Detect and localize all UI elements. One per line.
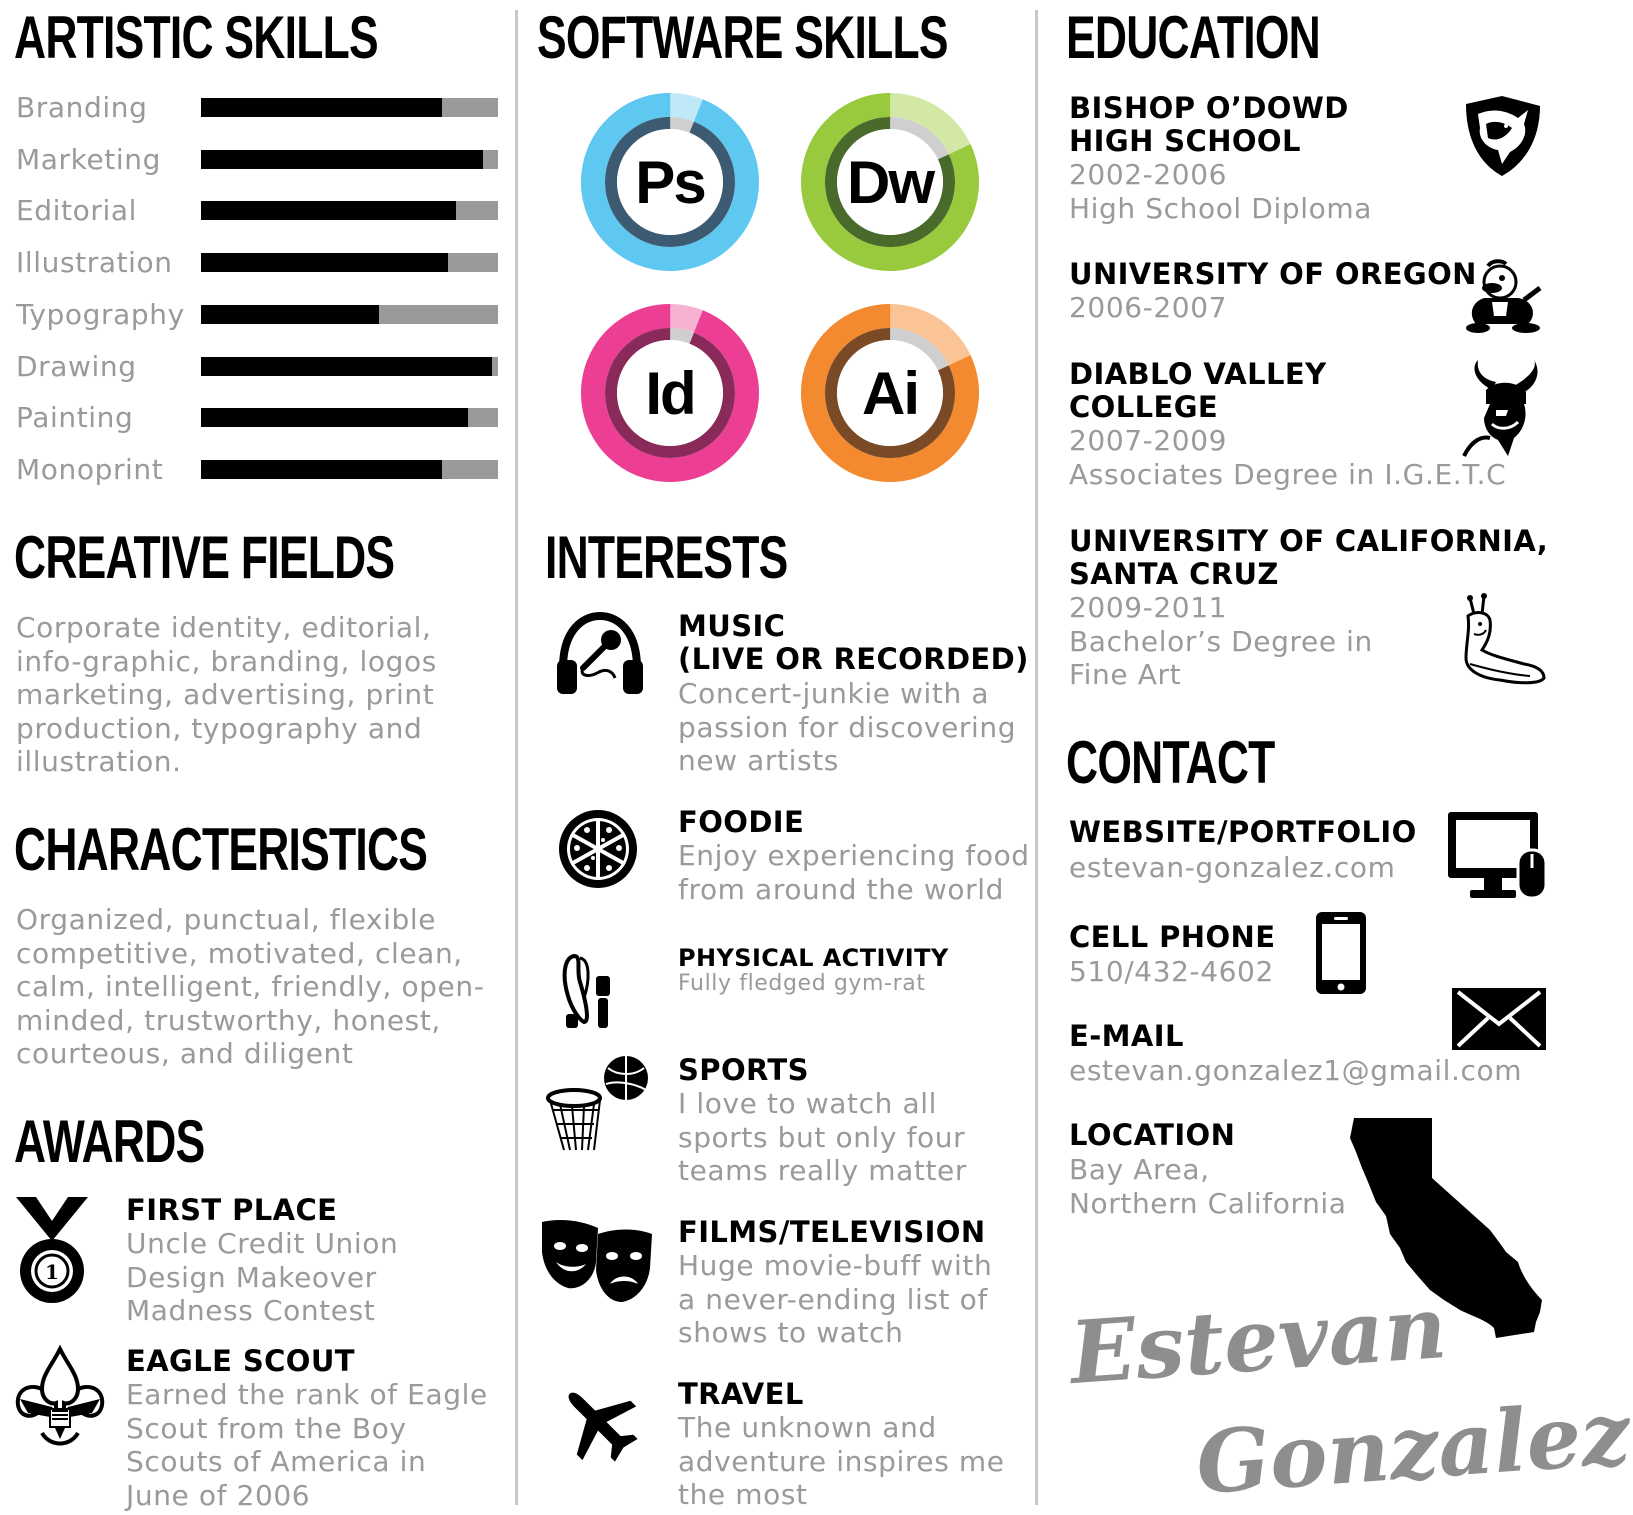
skill-bar-fill <box>201 98 442 117</box>
skill-label: Editorial <box>16 194 137 227</box>
illustrator-skill-circle <box>800 303 980 483</box>
software-label: Ps <box>635 148 705 216</box>
interest-text: The unknown and adventure inspires me the most <box>678 1411 1005 1511</box>
signature-first-name: Estevan <box>1066 1276 1450 1405</box>
svg-text:1: 1 <box>45 1260 59 1284</box>
skill-bar <box>201 305 498 324</box>
skill-bar <box>201 98 498 117</box>
interest-title: PHYSICAL ACTIVITY <box>678 944 949 972</box>
education-text: 2002-2006 High School Diploma <box>1069 158 1372 225</box>
skill-label: Monoprint <box>16 453 164 486</box>
awards-heading: AWARDS <box>14 1108 205 1175</box>
skill-bar <box>201 253 498 272</box>
education-title: UNIVERSITY OF CALIFORNIA, SANTA CRUZ <box>1069 524 1549 591</box>
contact-title: CELL PHONE <box>1069 920 1276 954</box>
interest-text: Concert-junkie with a passion for discovering new artists <box>678 677 1017 777</box>
software-label: Dw <box>847 148 933 216</box>
characteristics-text: Organized, punctual, flexible competitive, motivated, clean, calm, intelligent, friendly, open- minded, trustworthy, honest, courteous, and diligent <box>16 903 485 1070</box>
award-title: EAGLE SCOUT <box>126 1344 355 1378</box>
duck-mascot-icon <box>1462 258 1544 334</box>
education-title: DIABLO VALLEY COLLEGE <box>1069 357 1327 424</box>
education-title: BISHOP O’DOWD HIGH SCHOOL <box>1069 91 1349 158</box>
education-text: 2007-2009 Associates Degree in I.G.E.T.C <box>1069 424 1507 491</box>
software-skills-heading: SOFTWARE SKILLS <box>537 4 948 71</box>
indesign-skill-circle <box>580 303 760 483</box>
artistic-skills-heading: ARTISTIC SKILLS <box>14 4 378 71</box>
skill-row-typography <box>16 295 498 335</box>
skill-row-branding <box>16 88 498 128</box>
skill-label: Marketing <box>16 143 161 176</box>
award-text: Earned the rank of Eagle Scout from the Boy Scouts of America in June of 2006 <box>126 1378 488 1512</box>
skill-row-editorial <box>16 191 498 231</box>
skill-bar-fill <box>201 201 456 220</box>
interest-text: Enjoy experiencing food from around the world <box>678 839 1030 906</box>
creative-fields-text: Corporate identity, editorial, info-graphic, branding, logos marketing, advertising, print production, typography and illustration. <box>16 611 437 778</box>
interest-title: FILMS/TELEVISION <box>678 1215 986 1249</box>
skill-label: Branding <box>16 91 148 124</box>
column-divider-left <box>515 10 518 1505</box>
skill-label: Illustration <box>16 246 173 279</box>
characteristics-heading: CHARACTERISTICS <box>14 816 428 883</box>
contact-text: Bay Area, Northern California <box>1069 1153 1347 1220</box>
interest-text: I love to watch all sports but only four teams really matter <box>678 1087 967 1187</box>
skill-row-painting <box>16 398 498 438</box>
skill-bar <box>201 408 498 427</box>
skill-label: Painting <box>16 401 134 434</box>
skill-label: Typography <box>16 298 185 331</box>
skill-row-illustration <box>16 243 498 283</box>
contact-title: WEBSITE/PORTFOLIO <box>1069 815 1417 849</box>
viking-icon <box>1462 360 1544 460</box>
interest-text: Huge movie-buff with a never-ending list of shows to watch <box>678 1249 993 1349</box>
photoshop-skill-circle <box>580 92 760 272</box>
theater-masks-icon <box>540 1218 654 1304</box>
skill-label: Drawing <box>16 350 137 383</box>
banana-slug-icon <box>1460 594 1548 688</box>
skill-bar-fill <box>201 150 483 169</box>
skill-bar <box>201 357 498 376</box>
medal-icon <box>14 1195 90 1305</box>
award-text: Uncle Credit Union Design Makeover Madness Contest <box>126 1227 399 1327</box>
contact-title: E-MAIL <box>1069 1019 1184 1053</box>
headphones-microphone-icon <box>553 612 647 698</box>
interest-text: Fully fledged gym-rat <box>678 971 926 996</box>
skill-bar <box>201 150 498 169</box>
education-text: 2006-2007 <box>1069 291 1228 324</box>
skill-bar <box>201 460 498 479</box>
award-title: FIRST PLACE <box>126 1193 338 1227</box>
interests-heading: INTERESTS <box>545 524 788 591</box>
dreamweaver-skill-circle <box>800 92 980 272</box>
jump-rope-icon <box>560 948 620 1030</box>
skill-row-drawing <box>16 347 498 387</box>
eagle-scout-icon <box>12 1347 108 1453</box>
skill-bar-fill <box>201 305 379 324</box>
skill-row-monoprint <box>16 450 498 490</box>
envelope-icon <box>1450 986 1548 1052</box>
skill-bar <box>201 201 498 220</box>
software-label: Ai <box>862 359 918 427</box>
education-title: UNIVERSITY OF OREGON <box>1069 257 1477 291</box>
interest-title: FOODIE <box>678 805 805 839</box>
interest-title: MUSIC (LIVE OR RECORDED) <box>678 609 1029 676</box>
pizza-icon <box>557 808 639 890</box>
skill-bar-fill <box>201 408 468 427</box>
contact-heading: CONTACT <box>1066 729 1275 796</box>
contact-title: LOCATION <box>1069 1118 1236 1152</box>
skill-bar-fill <box>201 460 442 479</box>
skill-bar-fill <box>201 253 448 272</box>
column-divider-right <box>1035 10 1038 1505</box>
interest-title: TRAVEL <box>678 1377 804 1411</box>
contact-text: estevan-gonzalez.com <box>1069 851 1396 884</box>
airplane-icon <box>556 1380 640 1464</box>
education-text: 2009-2011 Bachelor’s Degree in Fine Art <box>1069 591 1373 691</box>
creative-fields-heading: CREATIVE FIELDS <box>14 524 395 591</box>
basketball-hoop-icon <box>546 1054 650 1154</box>
contact-text: estevan.gonzalez1@gmail.com <box>1069 1054 1523 1087</box>
skill-row-marketing <box>16 140 498 180</box>
dragon-shield-icon <box>1462 94 1544 178</box>
contact-text: 510/432-4602 <box>1069 955 1274 988</box>
smartphone-icon <box>1314 910 1368 996</box>
signature-last-name: Gonzalez <box>1193 1382 1633 1515</box>
interest-title: SPORTS <box>678 1053 809 1087</box>
software-label: Id <box>645 359 695 427</box>
education-heading: EDUCATION <box>1066 4 1320 71</box>
computer-monitor-icon <box>1446 810 1548 902</box>
skill-bar-fill <box>201 357 492 376</box>
